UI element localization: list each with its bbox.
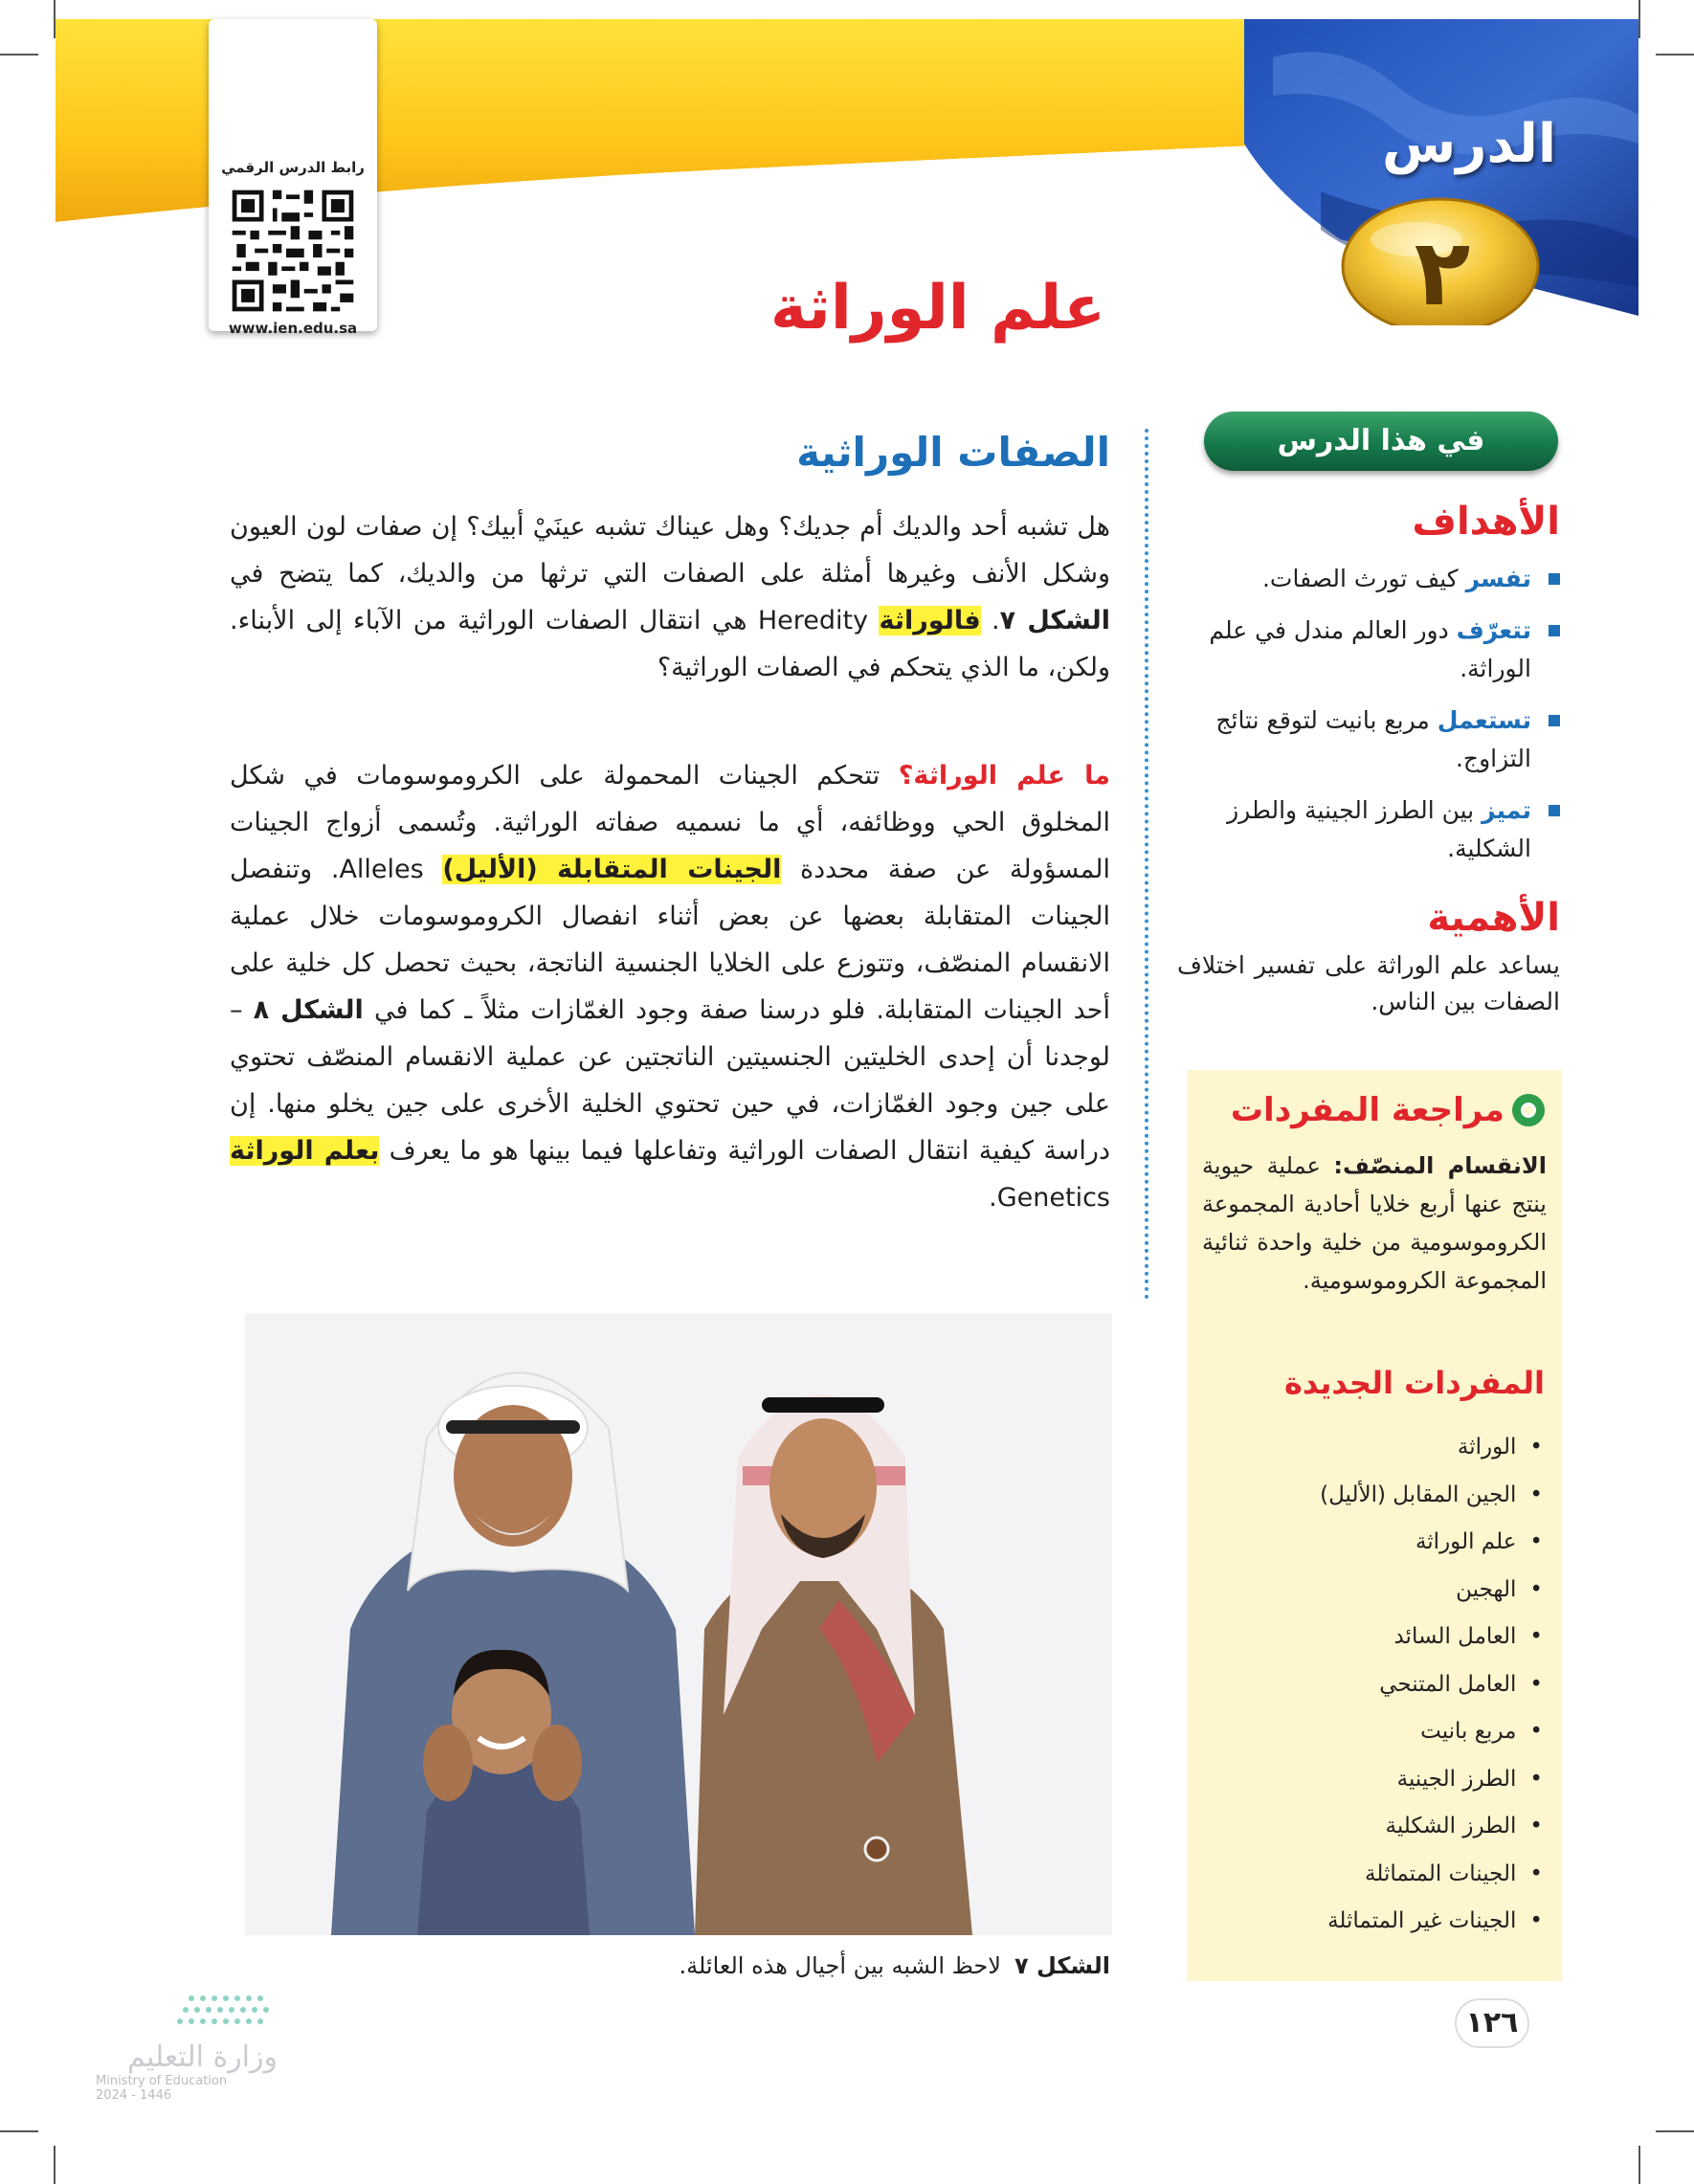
crop-mark — [0, 2130, 38, 2132]
key-term: بعلم الوراثة — [230, 1136, 380, 1166]
new-vocab-heading: المفردات الجديدة — [1284, 1365, 1545, 1401]
inline-question-heading: ما علم الوراثة؟ — [898, 761, 1110, 791]
ministry-dots-icon — [96, 1989, 278, 2037]
objectives-list — [1177, 560, 1560, 881]
square-bullet-icon — [1549, 625, 1560, 636]
lesson-number: ٢ — [1414, 219, 1471, 326]
family-illustration — [245, 1313, 1112, 1935]
ministry-name-ar: وزارة التعليم — [126, 2040, 278, 2074]
key-term: الجينات المتقابلة (الأليل) — [442, 855, 782, 884]
vocab-review-definition: الانقسام المنصّف: عملية حيوية ينتج عنها أربع خلايا أحادية المجموعة الكروموسومية من خلية واحدة ثنائية المجموعة الكروموسومية. — [1202, 1152, 1548, 1294]
vocab-item: • العامل المتنحي — [1217, 1661, 1543, 1709]
page-title: علم الوراثة — [769, 273, 1106, 344]
paragraph-intro: هل تشبه أحد والديك أم جديك؟ وهل عيناك تشبه عينَيْ أبيك؟ إن صفات لون العيون وشكل الأنف وغيرها أمثلة على الصفات التي ترثها من والديك، كما يتضح في الشكل ٧. فالوراثة Heredity هي انتقال الصفات الوراثية من الآباء إلى الأبناء. ولكن، ما الذي يتحكم في الصفات الوراثية؟ — [230, 512, 1110, 682]
figure-label: الشكل ٧ — [1014, 1952, 1110, 1979]
objective-item: تتعرّف دور العالم مندل في علم الوراثة. — [1177, 612, 1560, 688]
vocab-item: • الجينات المتماثلة — [1217, 1851, 1543, 1899]
key-term: فالوراثة — [879, 606, 981, 635]
objective-item: تميز بين الطرز الجينية والطرز الشكلية. — [1177, 791, 1560, 868]
new-vocab-list — [1217, 1424, 1543, 1946]
lesson-label: الدرس — [1381, 113, 1557, 175]
in-this-lesson-label: في هذا الدرس — [1277, 424, 1485, 457]
vocab-item: • الوراثة — [1217, 1424, 1543, 1472]
square-bullet-icon — [1549, 573, 1560, 585]
objective-item: تستعمل مربع بانيت لتوقع نتائج التزاوج. — [1177, 702, 1560, 778]
vocab-item: • مربع بانيت — [1217, 1708, 1543, 1756]
vocab-item: • العامل السائد — [1217, 1614, 1543, 1661]
family-photo — [245, 1313, 1112, 1935]
qr-card[interactable] — [209, 19, 377, 337]
vocab-item: • الجينات غير المتماثلة — [1217, 1898, 1543, 1946]
paragraph-genetics: ما علم الوراثة؟ تتحكم الجينات المحمولة على الكروموسومات في شكل المخلوق الحي ووظائفه، أي ما نسميه صفاته الوراثية. وتُسمى أزواج الجينات المسؤولة عن صفة محددة الجينات المتقابلة (الأليل) Alleles. وتنفصل الجينات المتقابلة بعضها عن بعض أثناء انفصال الكروموسومات خلال عملية الانقسام المنصّف، وتتوزع على الخلايا الجنسية الناتجة، بحيث تحصل كل خلية على أحد الجينات المتقابلة. فلو درسنا صفة وجود الغمّازات مثلاً ـ كما في الشكل ٨ – لوجدنا أن إحدى الخليتين الجنسيتين الناتجتين عن عملية الانقسام المنصّف تحتوي على جين وجود الغمّازات، في حين تحتوي الخلية الأخرى على جين يخلو منها. إن دراسة كيفية انتقال الصفات الوراثية وتفاعلها فيما بينها هو ما يعرف بعلم الوراثة Genetics. — [230, 761, 1110, 1213]
vocabulary-box — [1187, 1070, 1562, 1981]
crop-mark — [1656, 2130, 1694, 2132]
qr-url[interactable]: www.ien.edu.sa — [228, 320, 358, 337]
vocab-review-heading: مراجعة المفردات — [1231, 1091, 1545, 1129]
vocab-item: • علم الوراثة — [1217, 1519, 1543, 1567]
objective-item: تفسر كيف تورث الصفات. — [1177, 560, 1560, 598]
qr-code-icon[interactable] — [228, 186, 358, 316]
objectives-heading: الأهداف — [1412, 500, 1560, 544]
page-number: ١٢٦ — [1455, 1998, 1529, 2048]
qr-label: رابط الدرس الرقمي — [221, 159, 365, 176]
vocab-item: • الطرز الشكلية — [1217, 1803, 1543, 1851]
section-heading: الصفات الوراثية — [796, 429, 1110, 476]
figure-caption: الشكل ٧لاحظ الشبه بين أجيال هذه العائلة. — [679, 1952, 1110, 1979]
vocab-item: • الطرز الجينية — [1217, 1756, 1543, 1804]
ministry-name-en: Ministry of Education — [96, 2074, 228, 2088]
ministry-logo — [96, 1989, 278, 2103]
crop-mark — [1638, 2146, 1640, 2184]
square-bullet-icon — [1549, 715, 1560, 726]
vocab-item: • الهجين — [1217, 1567, 1543, 1615]
column-divider — [1145, 429, 1148, 1300]
figure-reference[interactable]: الشكل ٧ — [999, 606, 1110, 635]
ministry-year: 2024 - 1446 — [96, 2088, 172, 2103]
importance-heading: الأهمية — [1427, 896, 1560, 940]
review-icon — [1512, 1094, 1545, 1126]
vocab-item: • الجين المقابل (الأليل) — [1217, 1472, 1543, 1520]
figure-reference[interactable]: الشكل ٨ — [253, 995, 364, 1025]
square-bullet-icon — [1549, 805, 1560, 816]
crop-mark — [54, 2146, 56, 2184]
in-this-lesson-tab — [1204, 412, 1558, 471]
importance-text: يساعد علم الوراثة على تفسير اختلاف الصفات بين الناس. — [1177, 951, 1560, 1015]
